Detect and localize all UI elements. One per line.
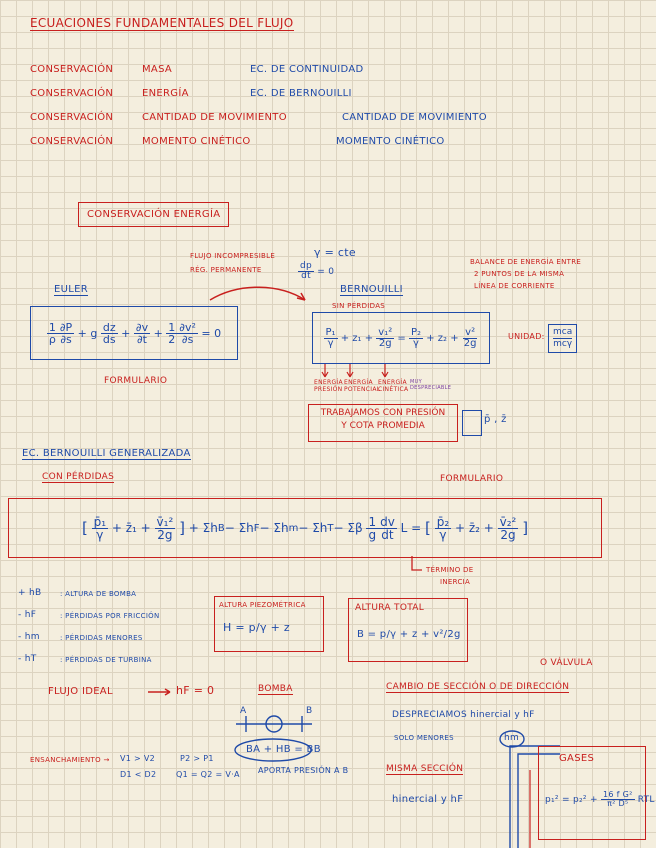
bernoulli-heading: BERNOUILLI	[340, 284, 403, 295]
pump-balance: BA + HB = BB	[246, 744, 321, 755]
conservation-what: ENERGÍA	[142, 88, 189, 99]
gases-equation: p₁² = p₂² + $\frac{\text{16 f G²}}{\text{π² D⁵}}$ RTL	[545, 790, 655, 808]
conservation-left: CONSERVACIÓN	[30, 64, 114, 75]
unit-label: UNIDAD:	[508, 332, 545, 341]
point-a: A	[240, 706, 247, 716]
energy-potential-label: ENERGÍA POTENCIAL	[344, 379, 381, 393]
conservation-what: MASA	[142, 64, 173, 75]
permanent-note: RÉG. PERMANENTE	[190, 266, 262, 274]
ideal-flow: FLUJO IDEAL	[48, 686, 113, 697]
widening-pressure: P2 > P1	[180, 754, 214, 763]
balance-note-1: BALANCE DE ENERGÍA ENTRE	[470, 258, 582, 266]
pump-heading: BOMBA	[258, 684, 293, 694]
mean-values-mark	[462, 410, 482, 436]
average-pressure-line-1: TRABAJAMOS CON PRESIÓN	[320, 408, 446, 418]
valve-label: O VÁLVULA	[540, 658, 593, 668]
piezometric-equation: H = p/γ + z	[223, 621, 290, 634]
generalized-equation-box: [ $\frac{\text{p̄₁}}{\gamma}$ + z̄₁ + $\frac{\text{v̄₁²}}{2g}$ ] + Σh B − Σh F − Σh m − Σh T − Σβ $\frac{1}{g}$ $\frac{dv}{dt}$ L = [ $\frac{\text{p̄₂}}{\gamma}$ + z̄₂ + $\frac{\text{v̄₂²}}{2g}$ ]	[8, 498, 602, 558]
piezometric-label: ALTURA PIEZOMÉTRICA	[219, 601, 306, 609]
conservation-left: CONSERVACIÓN	[30, 136, 114, 147]
same-section-note: hinercial y hF	[392, 794, 464, 805]
total-head-box	[348, 598, 468, 662]
unit-box	[548, 324, 577, 353]
inertia-term-2: INERCIA	[440, 578, 471, 586]
balance-note-3: LÍNEA DE CORRIENTE	[474, 282, 555, 290]
very-negligible-label: MUY DESPRECIABLE	[410, 379, 452, 391]
legend-text: : PÉRDIDAS POR FRICCIÓN	[60, 612, 160, 620]
point-b: B	[306, 706, 313, 716]
conservation-left: CONSERVACIÓN	[30, 112, 114, 123]
conservation-what: MOMENTO CINÉTICO	[142, 136, 251, 147]
legend-text: : PÉRDIDAS DE TURBINA	[60, 656, 152, 664]
conservation-equation: EC. DE CONTINUIDAD	[250, 64, 364, 75]
euler-equation-box: $\frac{1}{\rho}$ $\frac{\partial P}{\partial s}$ + g $\frac{dz}{ds}$ + $\frac{\partial v}{\partial t}$ + $\frac{1}{2}$ $\frac{\text{∂v²}}{\partial s}$ = 0	[30, 306, 238, 360]
bernoulli-equation-box: $\frac{\text{P₁}}{\gamma}$ + z₁ + $\frac{\text{v₁²}}{2g}$ = $\frac{\text{P₂}}{\gamma}$ + z₂ + $\frac{\text{v²}}{2g}$	[312, 312, 490, 364]
legend-symbol: - hF	[18, 610, 37, 620]
sin-perdidas: SIN PÉRDIDAS	[332, 302, 386, 310]
legend-symbol: - hm	[18, 632, 40, 642]
conservation-equation: EC. DE BERNOUILLI	[250, 88, 352, 99]
energy-conservation-box: CONSERVACIÓN ENERGÍA	[78, 202, 229, 227]
neglect-note: DESPRECIAMOS hinercial y hF	[392, 710, 535, 720]
widening-flow: Q1 = Q2 = V·A	[176, 770, 240, 779]
con-perdidas: CON PÉRDIDAS	[42, 472, 115, 482]
formulario-label-2: FORMULARIO	[440, 474, 504, 484]
legend-text: : ALTURA DE BOMBA	[60, 590, 137, 598]
energy-kinetic-label: ENERGÍA CINÉTICA	[378, 379, 409, 393]
legend-symbol: + hB	[18, 588, 42, 598]
gamma-constant: γ = cte	[314, 246, 356, 259]
generalized-bernoulli-heading: EC. BERNOUILLI GENERALIZADA	[22, 448, 191, 459]
formulario-label: FORMULARIO	[104, 376, 168, 386]
widening-diameter: D1 < D2	[120, 770, 157, 779]
friction-zero: hF = 0	[176, 684, 215, 697]
gases-heading: GASES	[559, 753, 595, 764]
unit-numerator: mca	[553, 327, 573, 337]
energy-pressure-label: ENERGÍA PRESIÓN	[314, 379, 343, 393]
euler-heading: EULER	[54, 284, 88, 295]
legend-symbol: - hT	[18, 654, 37, 664]
balance-note-2: 2 PUNTOS DE LA MISMA	[474, 270, 565, 278]
widening-velocity: V1 > V2	[120, 754, 156, 763]
gases-box	[538, 746, 655, 840]
average-pressure-box	[308, 404, 458, 442]
conservation-what: CANTIDAD DE MOVIMIENTO	[142, 112, 287, 123]
incompressible-note: FLUJO INCOMPRESIBLE	[190, 252, 276, 260]
page-title: ECUACIONES FUNDAMENTALES DEL FLUJO	[30, 16, 294, 30]
minor-losses-symbol: hm	[504, 733, 520, 743]
total-head-label: ALTURA TOTAL	[355, 603, 425, 613]
only-minor-note: SOLO MENORES	[394, 734, 454, 742]
same-section-heading: MISMA SECCIÓN	[386, 764, 464, 774]
dp-dt-zero: $\frac{dp}{dt}$ = 0	[300, 261, 335, 281]
conservation-equation: MOMENTO CINÉTICO	[336, 136, 445, 147]
average-pressure-line-2: Y COTA PROMEDIA	[341, 420, 425, 431]
section-change-heading: CAMBIO DE SECCIÓN O DE DIRECCIÓN	[386, 682, 570, 692]
piezometric-box	[214, 596, 324, 652]
unit-denominator: mcγ	[553, 338, 573, 349]
inertia-term-1: TÉRMINO DE	[426, 566, 474, 574]
mean-values: p̄ , z̄	[484, 414, 507, 425]
legend-text: : PÉRDIDAS MENORES	[60, 634, 143, 642]
widening-label: ENSANCHAMIENTO →	[30, 756, 110, 764]
pump-pressure-note: APORTA PRESIÓN A B	[258, 766, 349, 775]
total-head-equation: B = p/γ + z + v²/2g	[357, 629, 461, 640]
conservation-left: CONSERVACIÓN	[30, 88, 114, 99]
conservation-equation: CANTIDAD DE MOVIMIENTO	[342, 112, 487, 123]
